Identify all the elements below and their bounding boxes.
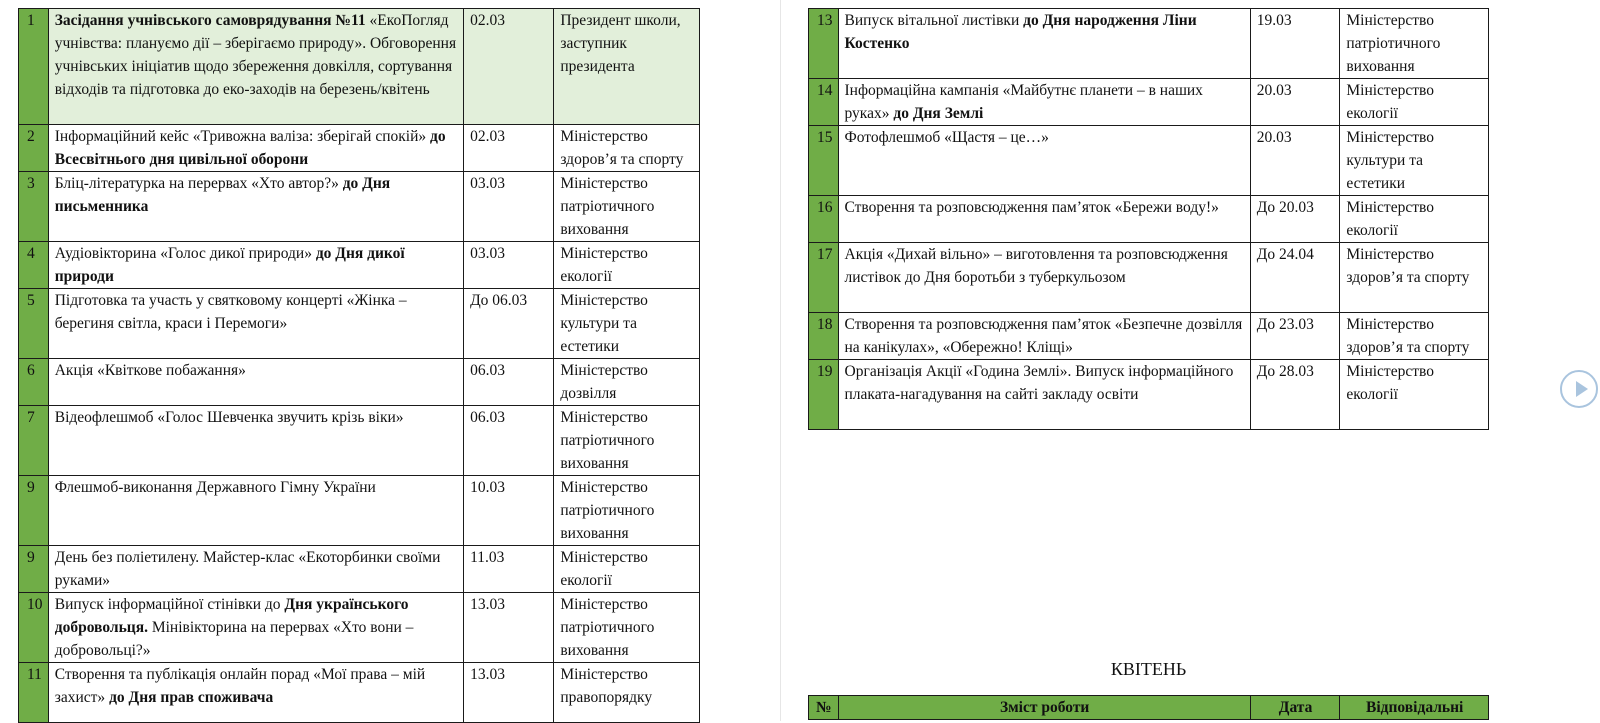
row-responsible: Міністерство здоров’я та спорту — [1340, 313, 1489, 360]
april-section-title: КВІТЕНЬ — [1110, 659, 1187, 679]
header-number: № — [809, 696, 839, 720]
table-row — [809, 360, 1489, 430]
content-bold-text: до Дня дикої природи — [54, 245, 405, 285]
content-bold-text: до Дня Землі — [893, 105, 984, 122]
row-date: 03.03 — [464, 172, 554, 242]
row-content — [48, 546, 463, 593]
table-row — [19, 172, 700, 242]
march-plan-table-left — [18, 8, 700, 723]
row-date: 13.03 — [464, 663, 554, 723]
header-content: Зміст роботи — [838, 696, 1250, 720]
row-number: 6 — [19, 359, 49, 406]
content-pre-text: День без поліетилену. Майстер-клас «Екоторбинки своїми руками» — [54, 549, 441, 589]
row-number: 5 — [19, 289, 49, 359]
row-responsible: Президент школи, заступник президента — [554, 9, 700, 125]
row-number: 19 — [809, 360, 839, 430]
row-content — [48, 289, 463, 359]
row-responsible: Міністерство екології — [1340, 79, 1489, 126]
table-row — [19, 359, 700, 406]
row-content — [48, 663, 463, 723]
row-content — [48, 125, 463, 172]
row-number: 18 — [809, 313, 839, 360]
row-number: 17 — [809, 243, 839, 313]
row-number: 14 — [809, 79, 839, 126]
row-content — [838, 196, 1250, 243]
row-content — [48, 172, 463, 242]
row-responsible: Міністерство екології — [1340, 196, 1489, 243]
table-row — [19, 593, 700, 663]
row-date: До 23.03 — [1250, 313, 1340, 360]
row-responsible: Міністерство екології — [554, 546, 700, 593]
table-row — [809, 313, 1489, 360]
row-date: 19.03 — [1250, 9, 1340, 79]
row-responsible: Міністерство патріотичного виховання — [554, 172, 700, 242]
content-pre-text: Випуск вітальної листівки — [844, 12, 1024, 29]
content-bold-text: Засідання учнівського самоврядування №11 — [54, 12, 366, 29]
content-pre-text: Організація Акції «Година Землі». Випуск інформаційного плаката-нагадування на сайті закладу освіти — [844, 363, 1234, 403]
march-plan-table-right — [808, 8, 1489, 430]
table-row — [809, 9, 1489, 79]
content-post-text: «ЕкоПогляд учнівства: плануємо дії – зберігаємо природу». Обговорення учнівських ініціатив щодо збереження довкілля, сортування відходів та підготовка до еко-заходів на березень/квітень — [54, 12, 457, 98]
content-bold-text: Дня українського добровольця. — [54, 596, 409, 636]
row-number: 3 — [19, 172, 49, 242]
table-row — [809, 243, 1489, 313]
page-separator — [780, 0, 781, 721]
row-number: 1 — [19, 9, 49, 125]
row-responsible: Міністерство дозвілля — [554, 359, 700, 406]
row-date: 06.03 — [464, 359, 554, 406]
row-number: 2 — [19, 125, 49, 172]
row-date: До 24.04 — [1250, 243, 1340, 313]
row-number: 16 — [809, 196, 839, 243]
content-bold-text: до Дня народження Ліни Костенко — [844, 12, 1197, 52]
row-number: 7 — [19, 406, 49, 476]
row-responsible: Міністерство культури та естетики — [554, 289, 700, 359]
row-responsible: Міністерство екології — [1340, 360, 1489, 430]
table-row — [809, 126, 1489, 196]
content-pre-text: Інформаційна кампанія «Майбутнє планети – в наших руках» — [844, 82, 1203, 122]
row-content — [48, 476, 463, 546]
content-bold-text: до Дня прав споживача — [109, 689, 274, 706]
row-number: 9 — [19, 476, 49, 546]
row-content — [838, 243, 1250, 313]
row-number: 4 — [19, 242, 49, 289]
row-content — [48, 242, 463, 289]
row-date: До 28.03 — [1250, 360, 1340, 430]
row-responsible: Міністерство патріотичного виховання — [554, 476, 700, 546]
table-row — [19, 9, 700, 125]
content-pre-text: Флешмоб-виконання Державного Гімну України — [54, 479, 376, 496]
content-pre-text: Створення та публікація онлайн порад «Мої права – мій захист» — [54, 666, 426, 706]
row-responsible: Міністерство здоров’я та спорту — [554, 125, 700, 172]
header-responsible: Відповідальні — [1340, 696, 1489, 720]
row-date: 11.03 — [464, 546, 554, 593]
header-date: Дата — [1250, 696, 1340, 720]
row-number: 15 — [809, 126, 839, 196]
table-row — [19, 546, 700, 593]
play-circle-icon[interactable] — [1560, 370, 1598, 408]
april-plan-table-header — [808, 695, 1489, 720]
content-pre-text: Випуск інформаційної стінівки до — [54, 596, 285, 613]
row-date: 10.03 — [464, 476, 554, 546]
row-date: До 20.03 — [1250, 196, 1340, 243]
content-pre-text: Створення та розповсюдження пам’яток «Бережи воду!» — [844, 199, 1219, 216]
row-number: 11 — [19, 663, 49, 723]
row-responsible: Міністерство патріотичного виховання — [554, 593, 700, 663]
content-pre-text: Аудіовікторина «Голос дикої природи» — [54, 245, 316, 262]
row-number: 10 — [19, 593, 49, 663]
content-bold-text: до Дня письменника — [54, 175, 391, 215]
row-content — [48, 593, 463, 663]
table-row — [19, 242, 700, 289]
row-number: 9 — [19, 546, 49, 593]
row-content — [838, 126, 1250, 196]
content-post-text: Мінівікторина на перервах «Хто вони – добровольці?» — [54, 619, 414, 659]
content-pre-text: Відеофлешмоб «Голос Шевченка звучить крізь віки» — [54, 409, 404, 426]
table-row — [19, 125, 700, 172]
table-row — [809, 79, 1489, 126]
row-responsible: Міністерство здоров’я та спорту — [1340, 243, 1489, 313]
content-pre-text: Акція «Дихай вільно» – виготовлення та розповсюдження листівок до Дня боротьби з туберкульозом — [844, 246, 1228, 286]
row-date: 06.03 — [464, 406, 554, 476]
row-date: До 06.03 — [464, 289, 554, 359]
row-number: 13 — [809, 9, 839, 79]
content-pre-text: Акція «Квіткове побажання» — [54, 362, 246, 379]
row-content — [838, 9, 1250, 79]
row-responsible: Міністерство правопорядку — [554, 663, 700, 723]
row-date: 02.03 — [464, 9, 554, 125]
content-bold-text: до Всесвітнього дня цивільної оборони — [54, 128, 446, 168]
row-responsible: Міністерство екології — [554, 242, 700, 289]
content-pre-text: Створення та розповсюдження пам’яток «Безпечне дозвілля на канікулах», «Обережно! Кліщі» — [844, 316, 1243, 356]
table-row — [19, 476, 700, 546]
table-row — [809, 196, 1489, 243]
row-content — [48, 359, 463, 406]
table-row — [19, 289, 700, 359]
row-date: 20.03 — [1250, 79, 1340, 126]
row-content — [48, 406, 463, 476]
content-pre-text: Інформаційний кейс «Тривожна валіза: зберігай спокій» — [54, 128, 431, 145]
row-content — [838, 79, 1250, 126]
row-date: 02.03 — [464, 125, 554, 172]
row-responsible: Міністерство патріотичного виховання — [554, 406, 700, 476]
april-header-row — [809, 696, 1489, 720]
content-pre-text: Підготовка та участь у святковому концерті «Жінка – берегиня світла, краси і Перемоги» — [54, 292, 407, 332]
table-row — [19, 406, 700, 476]
row-date: 20.03 — [1250, 126, 1340, 196]
content-pre-text: Фотофлешмоб «Щастя – це…» — [844, 129, 1049, 146]
row-content — [48, 9, 463, 125]
row-content — [838, 360, 1250, 430]
row-responsible: Міністерство патріотичного виховання — [1340, 9, 1489, 79]
row-date: 03.03 — [464, 242, 554, 289]
content-pre-text: Бліц-літературка на перервах «Хто автор?» — [54, 175, 343, 192]
row-date: 13.03 — [464, 593, 554, 663]
row-responsible: Міністерство культури та естетики — [1340, 126, 1489, 196]
table-row — [19, 663, 700, 723]
row-content — [838, 313, 1250, 360]
